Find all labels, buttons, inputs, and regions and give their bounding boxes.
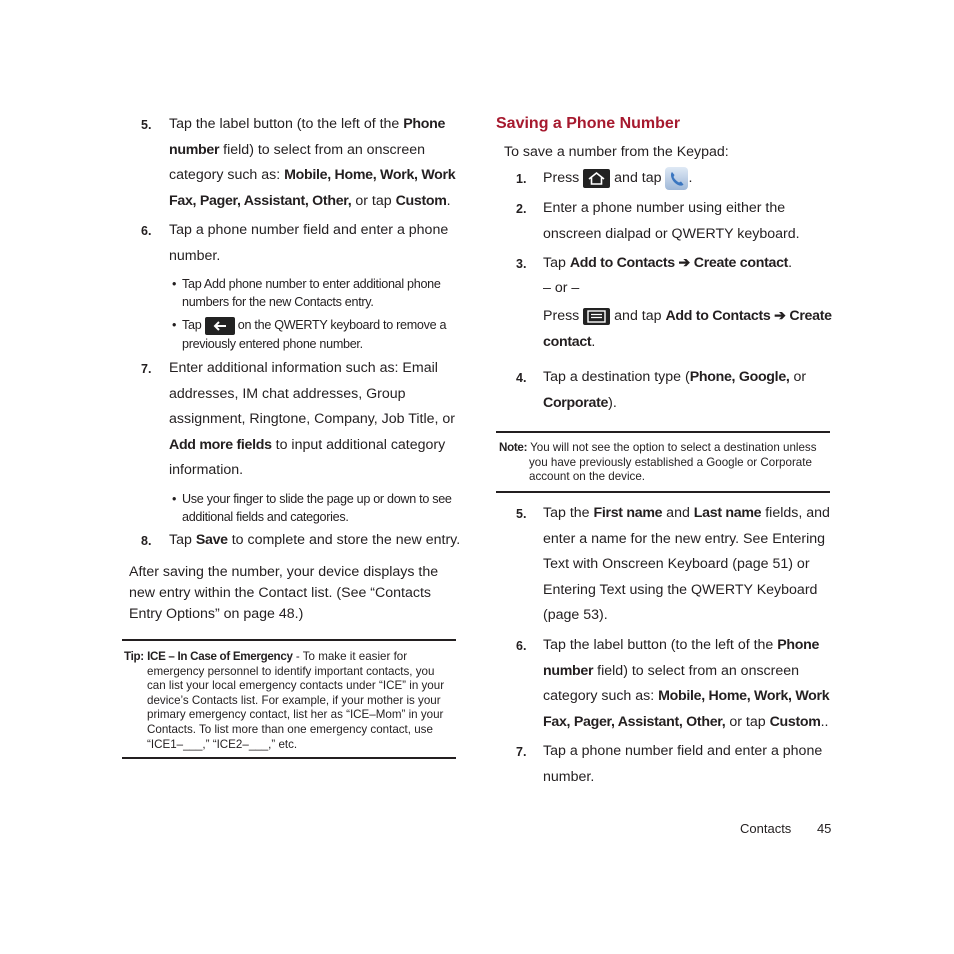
tip-label: Tip:: [124, 650, 144, 663]
step-text: Tap a destination type (Phone, Google, or Corporate).: [543, 369, 807, 411]
step-number: 7.: [516, 745, 527, 759]
note-body: you have previously established a Google or Corporate account on the device.: [529, 455, 812, 484]
step-text: Tap the label button (to the left of the Phone number field) to select from an onscreen category such as: Mobile, Home, Work, Work Fax, Pager, Assistant, Other, or tap Custom..: [543, 637, 830, 730]
menu-key-icon: [583, 308, 610, 325]
step-text: Tap a phone number field and enter a phone number.: [169, 222, 449, 264]
step-text: Tap the label button (to the left of the Phone number field) to select from an onscreen category such as: Mobile, Home, Work, Work Fax, Pager, Assistant, Other, or tap Custom.: [169, 116, 456, 209]
step-text: Tap the First name and Last name fields, and enter a name for the new entry. See Entering Text with Onscreen Keyboard (page 51) or Entering Text using the QWERTY Keyboard (page 53).: [543, 505, 830, 623]
step-number: 2.: [516, 202, 527, 216]
page-footer: [740, 821, 831, 836]
note-box: [496, 431, 830, 493]
tip-label-line: Tip: ICE – In Case of Emergency - To make it easier for: [124, 650, 408, 663]
step-text: Tap Save to complete and store the new entry.: [169, 532, 461, 548]
step-number: 3.: [516, 257, 527, 271]
tip-title: ICE – In Case of Emergency: [147, 650, 293, 663]
backspace-key-icon: [205, 317, 235, 335]
home-key-icon: [583, 169, 610, 188]
step-number: 1.: [516, 172, 527, 186]
tip-box: [122, 639, 456, 759]
note-label: Note:: [499, 441, 528, 454]
step-number: 4.: [516, 371, 527, 385]
step-text: Enter additional information such as: Email addresses, IM chat addresses, Group assignment, Ringtone, Company, Job Title, or Add more fields to input additional category information.: [169, 360, 455, 478]
tip-body: emergency personnel to identify important contacts, you can list your local emergency contacts under “ICE” in your device’s Contacts list. For example, if your mother is your primary emergency contact, list her as “ICE–Mom” in your Contacts. To list more than one emergency contact, use “ICE1–___,” “ICE2–___,” etc.: [147, 664, 445, 751]
step-text: Enter a phone number using either the onscreen dialpad or QWERTY keyboard.: [543, 200, 800, 242]
left-bullet-backspace: • Tap on the QWERTY keyboard to remove a previously entered phone number.: [172, 318, 447, 351]
phone-app-icon: [665, 167, 688, 190]
or-separator: – or –: [543, 279, 580, 296]
step-number: 8.: [141, 534, 152, 548]
note-first-line: Note: You will not see the option to select a destination unless: [499, 441, 817, 454]
step-number: 5.: [141, 118, 152, 132]
step-number: 7.: [141, 362, 152, 376]
right-column: [477, 0, 954, 954]
step-number: 6.: [516, 639, 527, 653]
step-text: Tap Add to Contacts ➔ Create contact. – or – Press and tap Add to Contacts ➔ Create contact.: [543, 251, 843, 355]
after-saving-paragraph: After saving the number, your device displays the new entry within the Contact list. (See “Contacts Entry Options” on page 48.): [129, 564, 439, 622]
left-bullet-slide: • Use your finger to slide the page up or down to see additional fields and categories.: [172, 492, 452, 524]
page-number: 45: [816, 821, 832, 836]
step-text: Tap a phone number field and enter a phone number.: [543, 743, 823, 785]
left-bullet-add-phone: • Tap Add phone number to enter additional phone numbers for the new Contacts entry.: [172, 277, 441, 309]
step-number: 6.: [141, 224, 152, 238]
footer-section: Contacts: [740, 821, 792, 836]
intro-text: To save a number from the Keypad:: [504, 144, 729, 160]
step-number: 5.: [516, 507, 527, 521]
section-heading: Saving a Phone Number: [496, 115, 681, 132]
step-text: Press and tap .: [543, 166, 692, 192]
